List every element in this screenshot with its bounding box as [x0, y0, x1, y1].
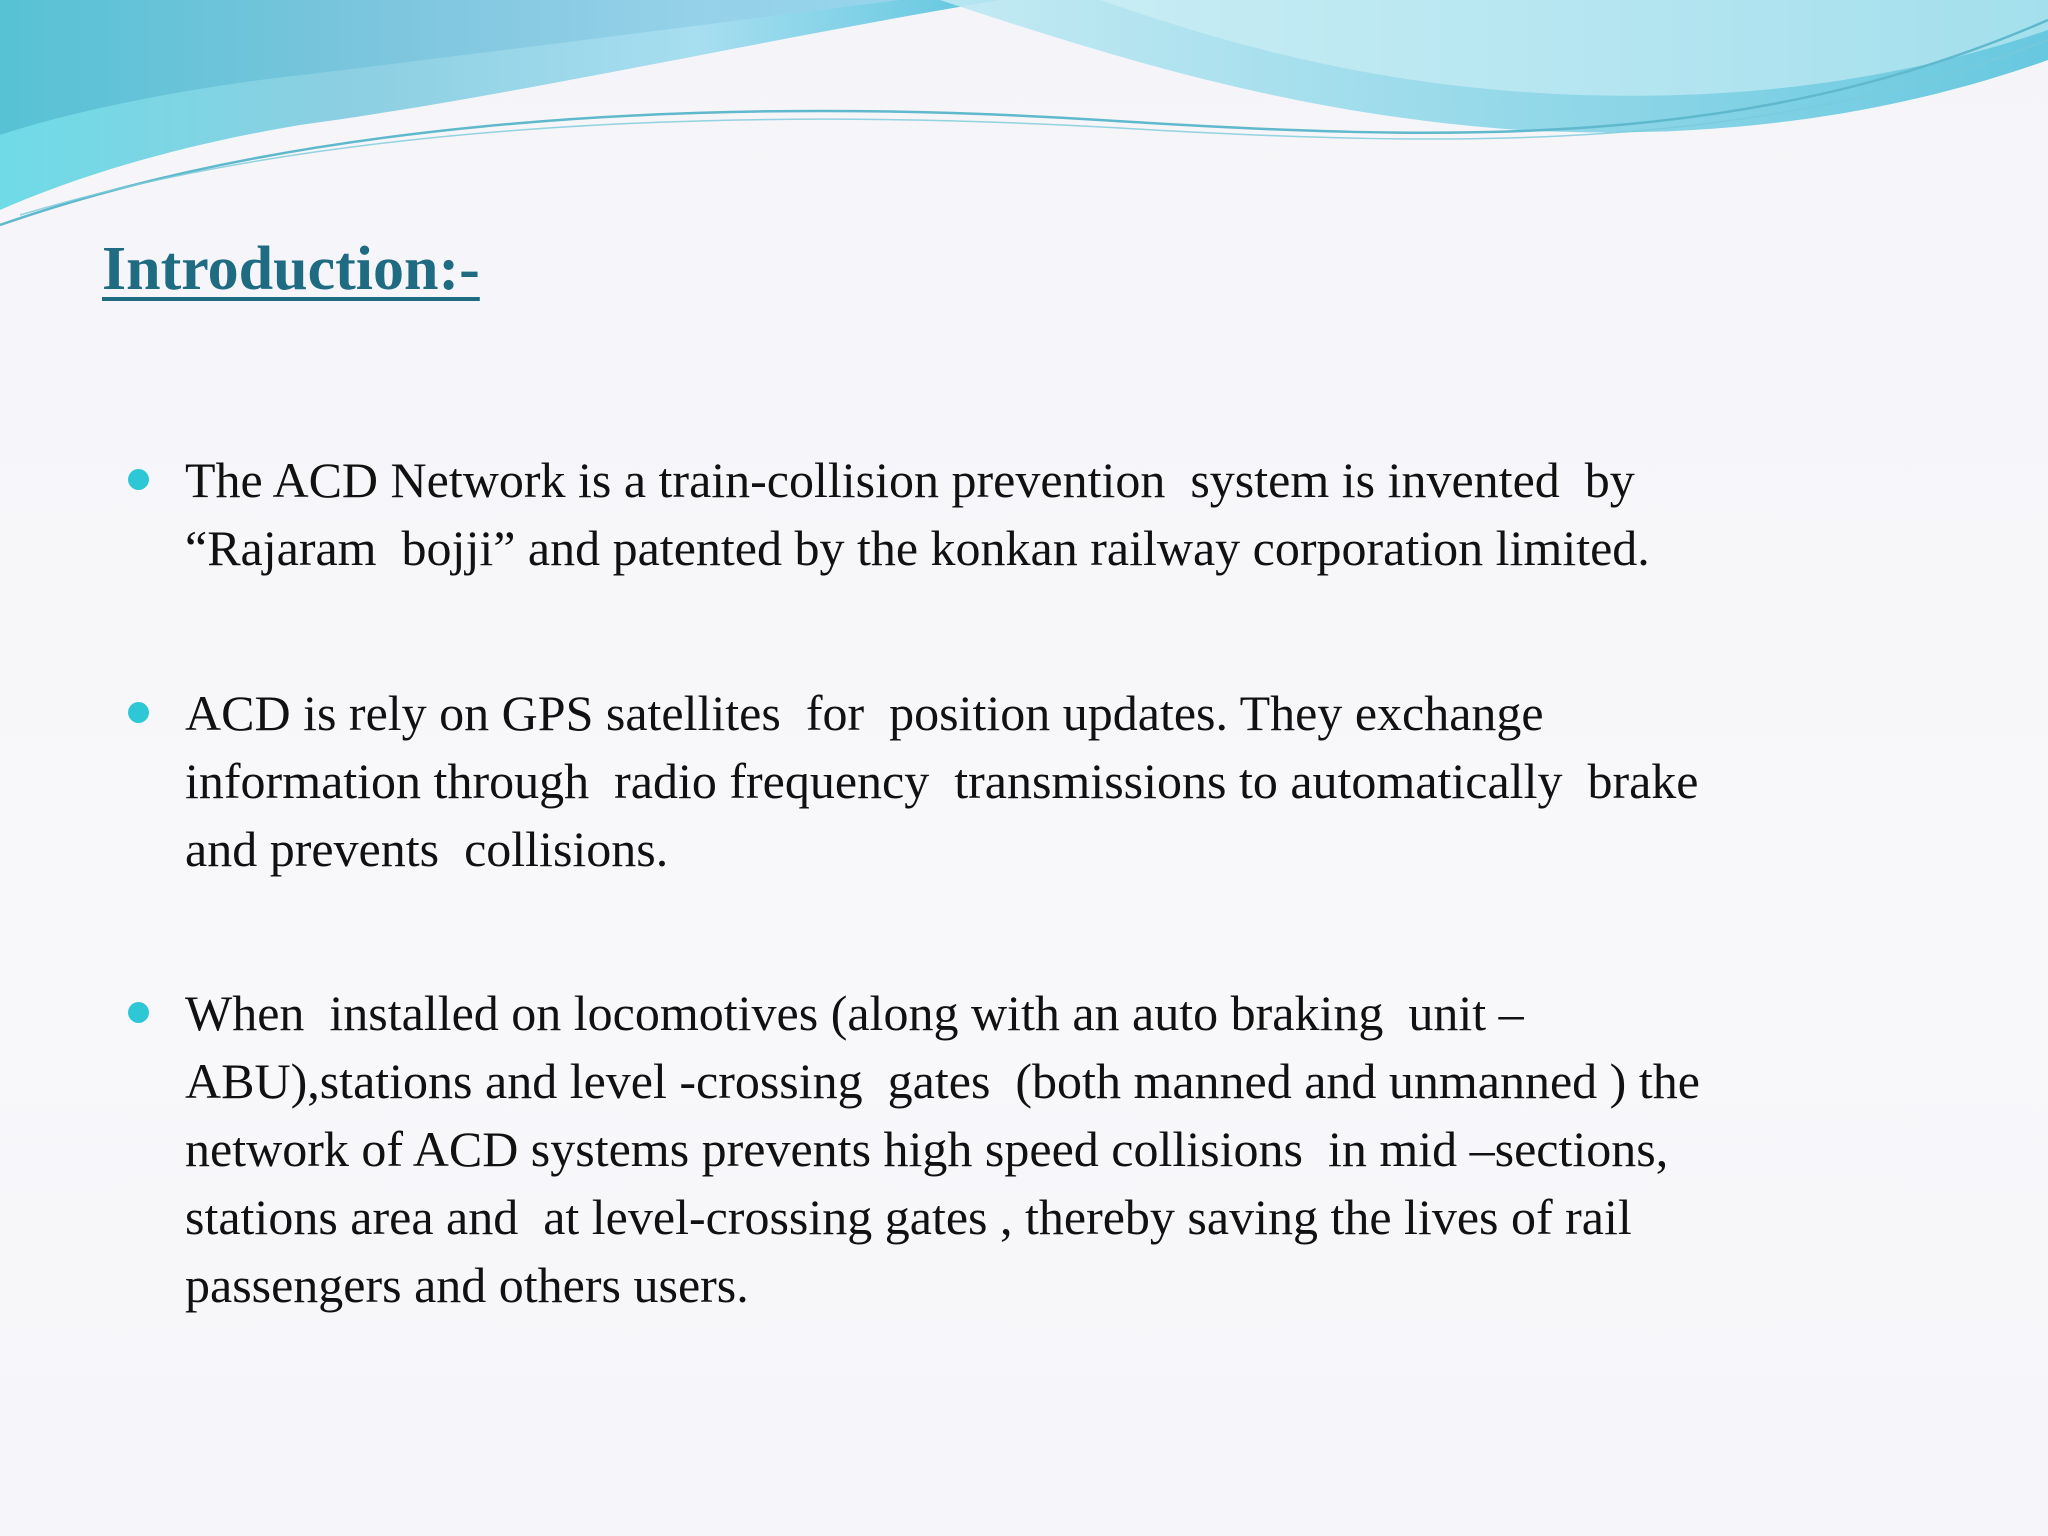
bullet-line: ABU),stations and level -crossing gates (both manned and unmanned ) the [185, 1053, 1700, 1109]
bullet-line: passengers and others users. [185, 1257, 749, 1313]
bullet-dot-icon [128, 702, 149, 723]
bullet-line: When installed on locomotives (along with an auto braking unit – [185, 985, 1524, 1041]
bullet-text [185, 979, 1925, 1319]
bullet-line: “Rajaram bojji” and patented by the konkan railway corporation limited. [185, 520, 1650, 576]
bullet-line: network of ACD systems prevents high speed collisions in mid –sections, [185, 1121, 1669, 1177]
bullet-line: ACD is rely on GPS satellites for position updates. They exchange [185, 685, 1544, 741]
bullet-line: information through radio frequency transmissions to automatically brake [185, 753, 1699, 809]
bullet-text [185, 679, 1925, 883]
bullet-dot-icon [128, 469, 149, 490]
bullet-dot-icon [128, 1002, 149, 1023]
bullet-text [185, 446, 1925, 582]
bullet-line: stations area and at level-crossing gates , thereby saving the lives of rail [185, 1189, 1632, 1245]
slide-title: Introduction:- [102, 235, 480, 303]
bullet-line: and prevents collisions. [185, 821, 669, 877]
bullet-line: The ACD Network is a train-collision prevention system is invented by [185, 452, 1635, 508]
